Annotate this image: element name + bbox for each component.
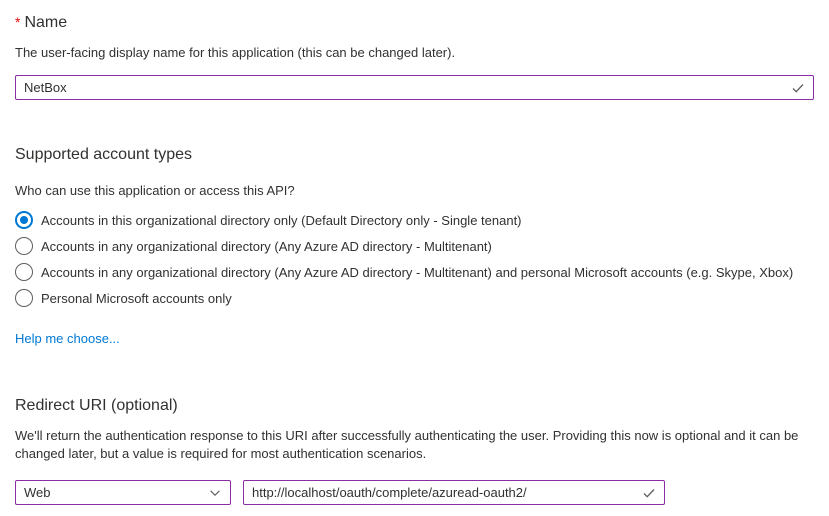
name-section xyxy=(15,12,814,100)
required-asterisk: * xyxy=(15,14,21,30)
radio-dot xyxy=(20,294,28,302)
radio-option-label: Accounts in this organizational directory only (Default Directory only - Single tenant) xyxy=(41,212,522,228)
redirect-uri-section xyxy=(15,395,814,505)
radio-dot xyxy=(20,242,28,250)
radio-button[interactable] xyxy=(15,237,33,255)
redirect-uri-description: We'll return the authentication response to this URI after successfully authenticating the user. Providing this now is optional and it can be changed later, but a value is required for most authentication scenarios. xyxy=(15,428,799,461)
name-section-title xyxy=(15,12,814,33)
account-types-question: Who can use this application or access this API? xyxy=(15,183,295,198)
help-me-choose-link[interactable]: Help me choose... xyxy=(15,331,120,346)
account-types-title: Supported account types xyxy=(15,146,193,163)
radio-option-multitenant[interactable] xyxy=(15,233,814,259)
redirect-uri-input-wrap xyxy=(243,480,665,505)
radio-dot xyxy=(20,216,28,224)
radio-option-multitenant-personal[interactable] xyxy=(15,259,814,285)
redirect-uri-row xyxy=(15,480,814,505)
chevron-down-icon xyxy=(208,486,222,500)
account-types-section xyxy=(15,144,814,348)
radio-option-single-tenant[interactable] xyxy=(15,207,814,233)
account-types-radio-group xyxy=(15,207,814,311)
name-input-wrap xyxy=(15,75,814,100)
radio-option-label: Accounts in any organizational directory (Any Azure AD directory - Multitenant) and personal Microsoft accounts (e.g. Skype, Xbox) xyxy=(41,264,794,280)
radio-button-selected[interactable] xyxy=(15,211,33,229)
name-title-text: Name xyxy=(24,14,68,31)
name-description: The user-facing display name for this application (this can be changed later). xyxy=(15,45,456,60)
name-input[interactable] xyxy=(15,75,814,100)
radio-option-personal-only[interactable] xyxy=(15,285,814,311)
radio-option-label: Accounts in any organizational directory (Any Azure AD directory - Multitenant) xyxy=(41,238,492,254)
platform-select[interactable] xyxy=(15,480,231,505)
platform-select-value: Web xyxy=(24,485,51,500)
redirect-uri-input[interactable] xyxy=(243,480,665,505)
redirect-uri-title: Redirect URI (optional) xyxy=(15,397,178,414)
radio-dot xyxy=(20,268,28,276)
radio-option-label: Personal Microsoft accounts only xyxy=(41,290,232,306)
radio-button[interactable] xyxy=(15,289,33,307)
radio-button[interactable] xyxy=(15,263,33,281)
